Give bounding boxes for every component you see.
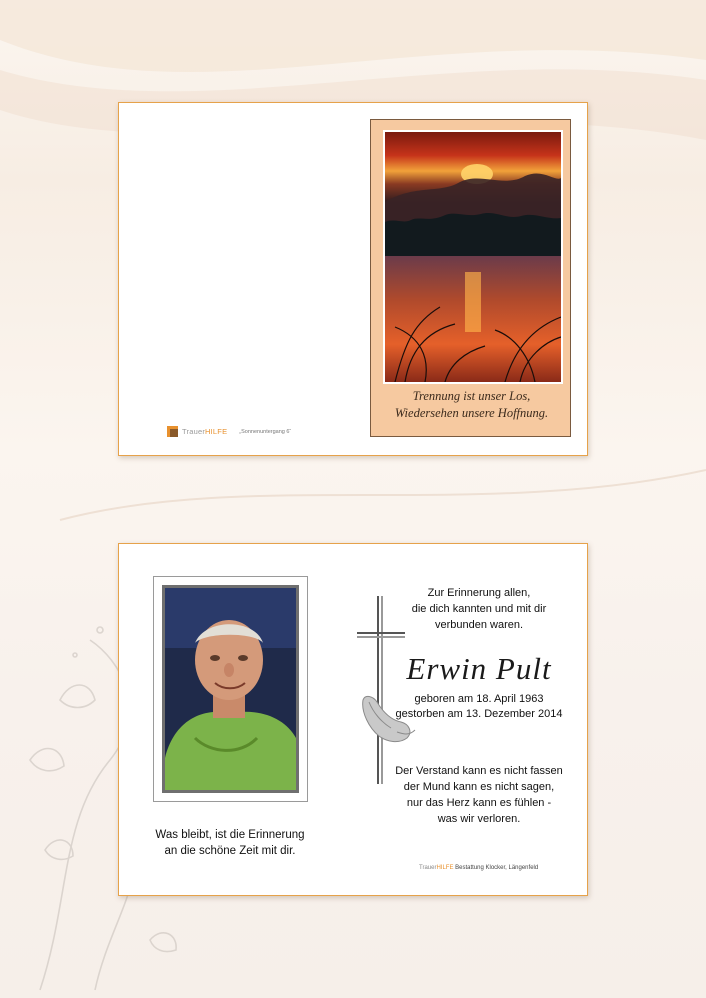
brand-name: TrauerHILFE (182, 427, 228, 436)
born-date: geboren am 18. April 1963 (414, 693, 544, 705)
design-name: „Sonnenuntergang 6“ (239, 428, 292, 435)
sunset-photo (383, 130, 563, 384)
card-inner (118, 543, 588, 896)
quote-line: Was bleibt, ist die Erinnerung (155, 829, 305, 841)
portrait-mat (162, 585, 299, 793)
verse-line: Wiedersehen unsere Hoffnung. (394, 406, 549, 420)
card-front (118, 102, 588, 456)
memory-line: die dich kannten und mit dir (411, 603, 547, 615)
memory-text (389, 585, 569, 633)
saying-line: was wir verloren. (437, 813, 521, 825)
memory-line: Zur Erinnerung allen, (427, 587, 531, 599)
saying-line: Der Verstand kann es nicht fassen (395, 765, 563, 777)
left-quote (119, 827, 341, 859)
quote-line: an die schöne Zeit mit dir. (164, 845, 296, 857)
brand-mark (167, 426, 291, 437)
cover-panel (370, 119, 571, 437)
funeral-home-footer: TrauerHILFE Bestattung Klocker, Längenfeld (419, 865, 539, 871)
portrait-frame (153, 576, 308, 802)
verse-line: Trennung ist unser Los, (412, 389, 531, 403)
deceased-name: Erwin Pult (406, 651, 552, 686)
memory-line: verbunden waren. (434, 619, 524, 631)
portrait-photo (165, 588, 296, 790)
cover-verse (371, 388, 572, 422)
saying-line: der Mund kann es nicht sagen, (403, 781, 555, 793)
died-date: gestorben am 13. Dezember 2014 (395, 708, 563, 720)
brand-logo-icon (167, 426, 178, 437)
life-dates (389, 692, 569, 722)
saying-text (387, 763, 571, 827)
saying-line: nur das Herz kann es fühlen - (406, 797, 552, 809)
